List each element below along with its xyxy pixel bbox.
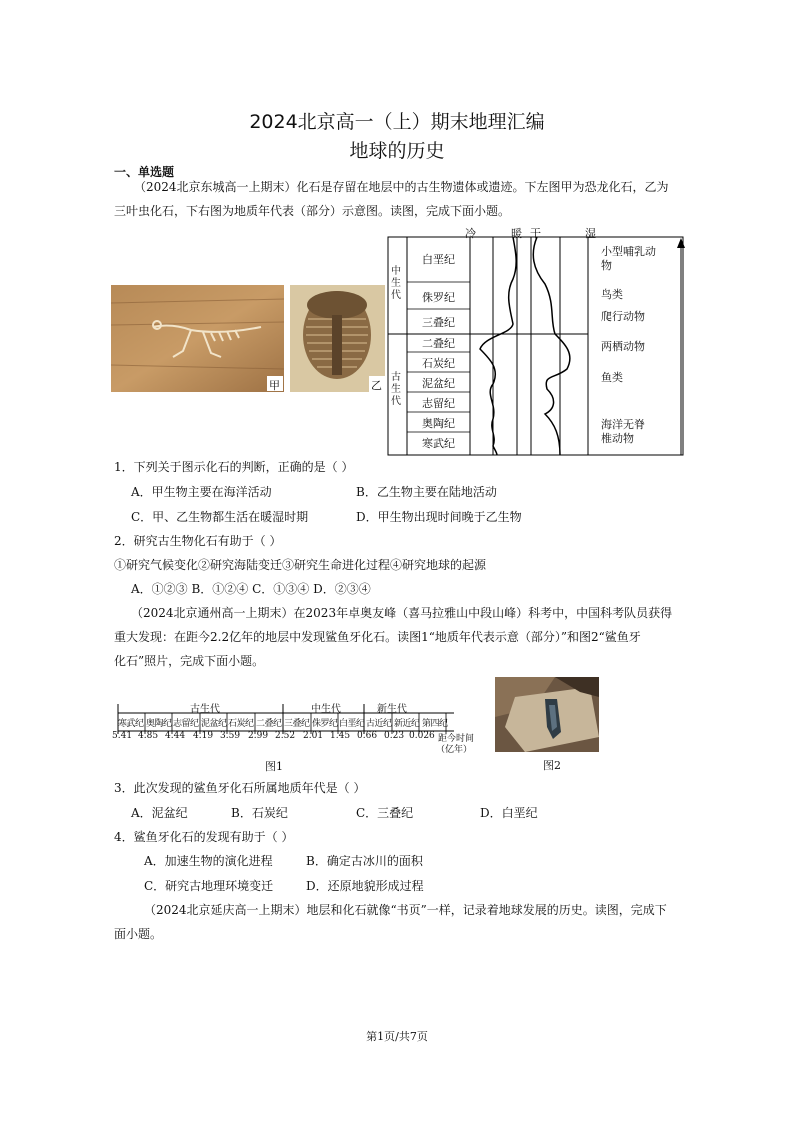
q4-option-c[interactable]: C．研究古地理环境变迁 — [144, 879, 274, 893]
tl-permian: 二叠纪 — [256, 719, 282, 729]
q2-stem: 2．研究古生物化石有助于（ ） — [114, 534, 282, 548]
q1-option-c[interactable]: C．甲、乙生物都生活在暖湿时期 — [131, 510, 309, 524]
timeline-era-mesozoic: 中生代 — [311, 704, 341, 715]
tl-age-6: 2.52 — [275, 731, 296, 741]
period-cretaceous: 白垩纪 — [422, 253, 455, 266]
tl-age-5: 2.99 — [248, 731, 269, 741]
column-cold: 冷 — [465, 227, 476, 240]
q2-options[interactable]: A．①②③ B．①②④ C．①③④ D．②③④ — [131, 582, 371, 596]
page-number: 第1页/共7页 — [366, 1030, 428, 1043]
period-devonian: 泥盆纪 — [422, 377, 455, 390]
tl-paleogene: 古近纪 — [366, 719, 392, 729]
tl-quaternary: 第四纪 — [422, 719, 448, 729]
passage3-line-1: （2024北京延庆高一上期末）地层和化石就像“书页”一样，记录着地球发展的历史。读图，完成下 — [144, 903, 667, 917]
tl-devonian: 泥盆纪 — [201, 719, 227, 729]
period-triassic: 三叠纪 — [422, 316, 455, 329]
tl-carboniferous: 石炭纪 — [228, 719, 254, 729]
q4-option-a[interactable]: A．加速生物的演化进程 — [144, 854, 273, 868]
page-title: 2024北京高一（上）期末地理汇编 — [249, 111, 545, 133]
creature-small-mammals: 小型哺乳动物 — [601, 245, 656, 272]
q4-stem: 4．鲨鱼牙化石的发现有助于（ ） — [114, 830, 294, 844]
period-ordovician: 奥陶纪 — [422, 417, 455, 430]
timeline-era-paleozoic: 古生代 — [190, 704, 220, 715]
passage2-line-2: 重大发现：在距今2.2亿年的地层中发现鲨鱼牙化石。读图1“地质年代表示意（部分）”和图2“鲨鱼牙 — [114, 630, 641, 644]
tl-age-3: 4.19 — [193, 731, 214, 741]
creature-birds: 鸟类 — [601, 288, 623, 301]
section-heading: 一、单选题 — [114, 165, 175, 179]
q3-option-d[interactable]: D．白垩纪 — [480, 806, 538, 820]
tl-axis-label-1: 距今时间 — [438, 734, 475, 744]
page-subtitle: 地球的历史 — [349, 140, 445, 162]
figure2-caption: 图2 — [543, 759, 561, 772]
tl-age-4: 3.59 — [220, 731, 241, 741]
figure1-caption: 图1 — [265, 760, 283, 773]
creature-marine-invertebrates: 海洋无脊椎动物 — [601, 418, 645, 445]
period-cambrian: 寒武纪 — [422, 437, 455, 450]
tl-cretaceous: 白垩纪 — [339, 719, 365, 729]
passage2-line-1: （2024北京通州高一上期末）在2023年卓奥友峰（喜马拉雅山中段山峰）科考中，中国科考队员获得 — [131, 606, 673, 620]
q1-option-d[interactable]: D．甲生物出现时间晚于乙生物 — [356, 510, 522, 524]
tl-silurian: 志留纪 — [173, 719, 199, 729]
q3-stem: 3．此次发现的鲨鱼牙化石所属地质年代是（ ） — [114, 781, 366, 795]
tl-age-1: 4.85 — [138, 731, 159, 741]
tl-age-0: 5.41 — [112, 731, 133, 741]
period-carboniferous: 石炭纪 — [422, 357, 455, 370]
era-mesozoic-label: 中生代 — [391, 266, 401, 301]
photo-label-a: 甲 — [269, 379, 280, 392]
trilobite-fossil-photo — [290, 285, 385, 392]
tl-age-7: 2.01 — [303, 731, 324, 741]
period-permian: 二叠纪 — [422, 337, 455, 350]
q1-option-b[interactable]: B．乙生物主要在陆地活动 — [356, 485, 497, 499]
creature-reptiles: 爬行动物 — [601, 310, 645, 323]
q4-option-b[interactable]: B．确定古冰川的面积 — [306, 854, 423, 868]
tl-age-8: 1.45 — [330, 731, 351, 741]
q1-option-a[interactable]: A．甲生物主要在海洋活动 — [131, 485, 272, 499]
shark-tooth-photo — [495, 677, 599, 752]
q3-option-a[interactable]: A．泥盆纪 — [131, 806, 188, 820]
column-dry: 干 — [530, 227, 541, 240]
column-warm: 暖 — [511, 227, 522, 240]
q3-option-b[interactable]: B．石炭纪 — [231, 806, 288, 820]
tl-age-11: 0.026 — [409, 731, 435, 741]
tl-ordovician: 奥陶纪 — [146, 719, 172, 729]
creature-amphibians: 两栖动物 — [601, 340, 645, 353]
tl-age-9: 0.66 — [357, 731, 378, 741]
period-jurassic: 侏罗纪 — [422, 291, 455, 304]
era-paleozoic-label: 古生代 — [391, 372, 401, 407]
passage2-line-3: 化石”照片，完成下面小题。 — [114, 654, 265, 668]
tl-axis-label-2: （亿年） — [436, 745, 473, 755]
period-silurian: 志留纪 — [422, 397, 455, 410]
tl-jurassic: 侏罗纪 — [312, 719, 338, 729]
tl-neogene: 新近纪 — [394, 719, 420, 729]
creature-fish: 鱼类 — [601, 371, 623, 384]
q4-option-d[interactable]: D．还原地貌形成过程 — [306, 879, 424, 893]
intro-line-2: 三叶虫化石，下右图为地质年代表（部分）示意图。读图，完成下面小题。 — [114, 204, 511, 218]
q1-stem: 1．下列关于图示化石的判断，正确的是（ ） — [114, 460, 354, 474]
tl-cambrian: 寒武纪 — [118, 719, 144, 729]
photo-label-b: 乙 — [371, 379, 382, 392]
timeline-era-cenozoic: 新生代 — [377, 704, 407, 715]
q2-items: ①研究气候变化②研究海陆变迁③研究生命进化过程④研究地球的起源 — [114, 558, 487, 572]
passage3-line-2: 面小题。 — [114, 927, 163, 941]
tl-age-2: 4.44 — [165, 731, 186, 741]
tl-age-10: 0.23 — [384, 731, 405, 741]
column-wet: 湿 — [585, 227, 596, 240]
dinosaur-fossil-photo — [111, 285, 284, 392]
tl-triassic: 三叠纪 — [284, 719, 310, 729]
intro-line-1: （2024北京东城高一上期末）化石是存留在地层中的古生物遗体或遗迹。下左图甲为恐龙化石，乙为 — [134, 180, 669, 194]
q3-option-c[interactable]: C．三叠纪 — [356, 806, 414, 820]
